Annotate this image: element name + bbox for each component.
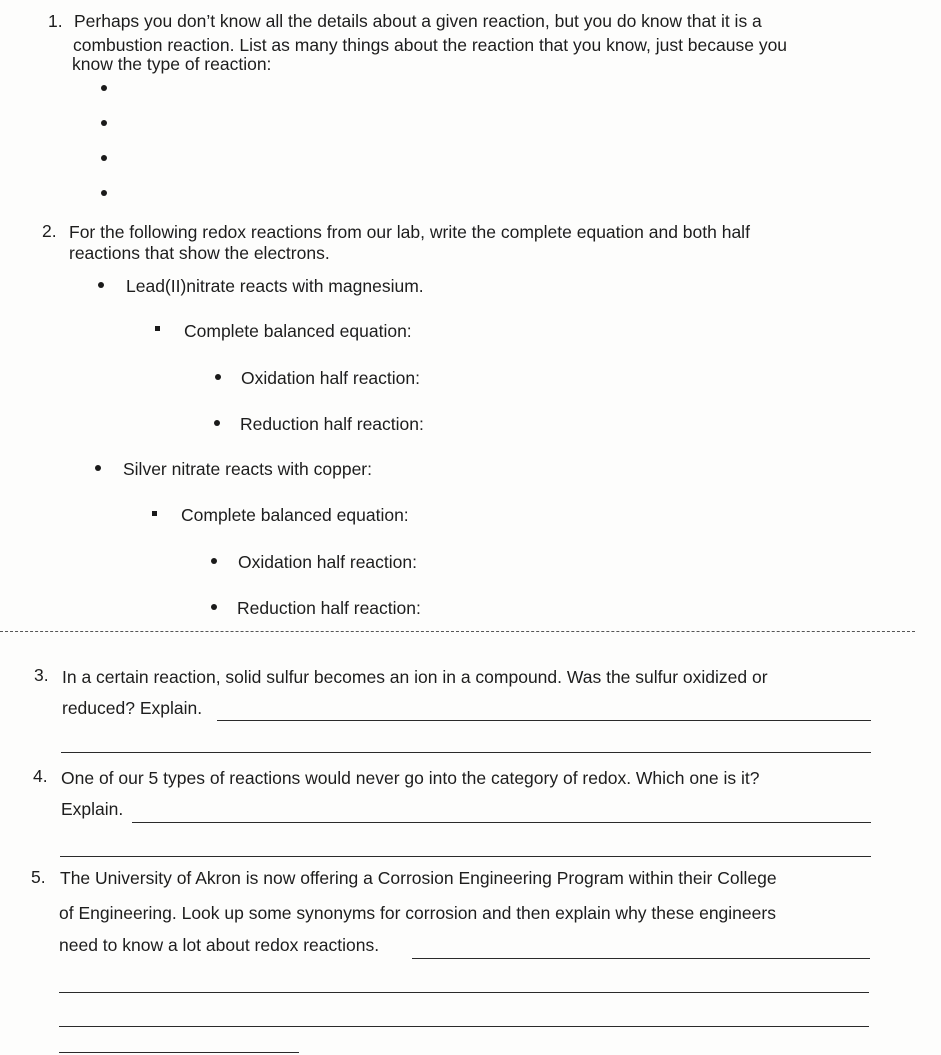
q2-reaction-2-equation: Complete balanced equation: (181, 505, 409, 525)
q3-answer-line-1[interactable] (217, 720, 871, 721)
q3-text-line-1: In a certain reaction, solid sulfur becomes an ion in a compound. Was the sulfur oxidized or (62, 667, 768, 687)
q3-number: 3. (34, 665, 49, 685)
q2-reaction-2-oxidation: Oxidation half reaction: (238, 552, 417, 572)
q5-text-line-3: need to know a lot about redox reactions. (59, 935, 380, 955)
q1-text-line-2: combustion reaction. List as many things about the reaction that you know, just because you (73, 35, 788, 55)
q3-answer-line-2[interactable] (61, 752, 871, 753)
q2-reaction-1-reduction-bullet (214, 420, 220, 426)
q2-reaction-2-bullet (95, 465, 101, 471)
q5-answer-line-2[interactable] (59, 992, 869, 993)
q1-answer-bullet-1 (101, 85, 107, 91)
q4-answer-line-2[interactable] (60, 856, 871, 857)
q1-answer-bullet-3 (101, 155, 107, 161)
q2-reaction-1-bullet (98, 282, 104, 288)
q2-reaction-2-oxidation-bullet (211, 558, 217, 564)
q4-text-line-1: One of our 5 types of reactions would never go into the category of redox. Which one is it? (61, 768, 760, 788)
q2-reaction-1-reduction: Reduction half reaction: (240, 414, 424, 434)
q2-reaction-1-oxidation: Oxidation half reaction: (241, 368, 420, 388)
q4-number: 4. (33, 766, 48, 786)
q1-answer-bullet-2 (101, 120, 107, 126)
q2-text-line-1: For the following redox reactions from our lab, write the complete equation and both half (69, 222, 750, 242)
q4-text-line-2: Explain. (61, 799, 124, 819)
q2-reaction-2-title: Silver nitrate reacts with copper: (123, 459, 372, 479)
q2-reaction-1-equation-bullet (155, 326, 160, 331)
q5-answer-line-4[interactable] (59, 1052, 299, 1053)
q1-text-line-1: Perhaps you don’t know all the details about a given reaction, but you do know that it is a (74, 11, 762, 31)
q1-number: 1. (48, 11, 63, 31)
q5-answer-line-3[interactable] (59, 1026, 869, 1027)
q2-reaction-2-reduction: Reduction half reaction: (237, 598, 421, 618)
q4-answer-line-1[interactable] (132, 822, 871, 823)
q2-reaction-2-equation-bullet (152, 511, 157, 516)
section-divider (0, 631, 915, 632)
q2-number: 2. (42, 221, 57, 241)
q2-reaction-2-reduction-bullet (211, 604, 217, 610)
q5-answer-line-1[interactable] (412, 958, 870, 959)
q1-text-line-3: know the type of reaction: (72, 54, 272, 74)
q2-reaction-1-equation: Complete balanced equation: (184, 321, 412, 341)
q5-text-line-2: of Engineering. Look up some synonyms for corrosion and then explain why these engineers (59, 903, 776, 923)
q2-text-line-2: reactions that show the electrons. (69, 243, 330, 263)
q3-text-line-2: reduced? Explain. (62, 698, 203, 718)
q2-reaction-1-oxidation-bullet (215, 374, 221, 380)
q1-answer-bullet-4 (101, 190, 107, 196)
q5-number: 5. (31, 867, 46, 887)
q5-text-line-1: The University of Akron is now offering a Corrosion Engineering Program within their College (60, 868, 777, 888)
q2-reaction-1-title: Lead(II)nitrate reacts with magnesium. (126, 276, 424, 296)
